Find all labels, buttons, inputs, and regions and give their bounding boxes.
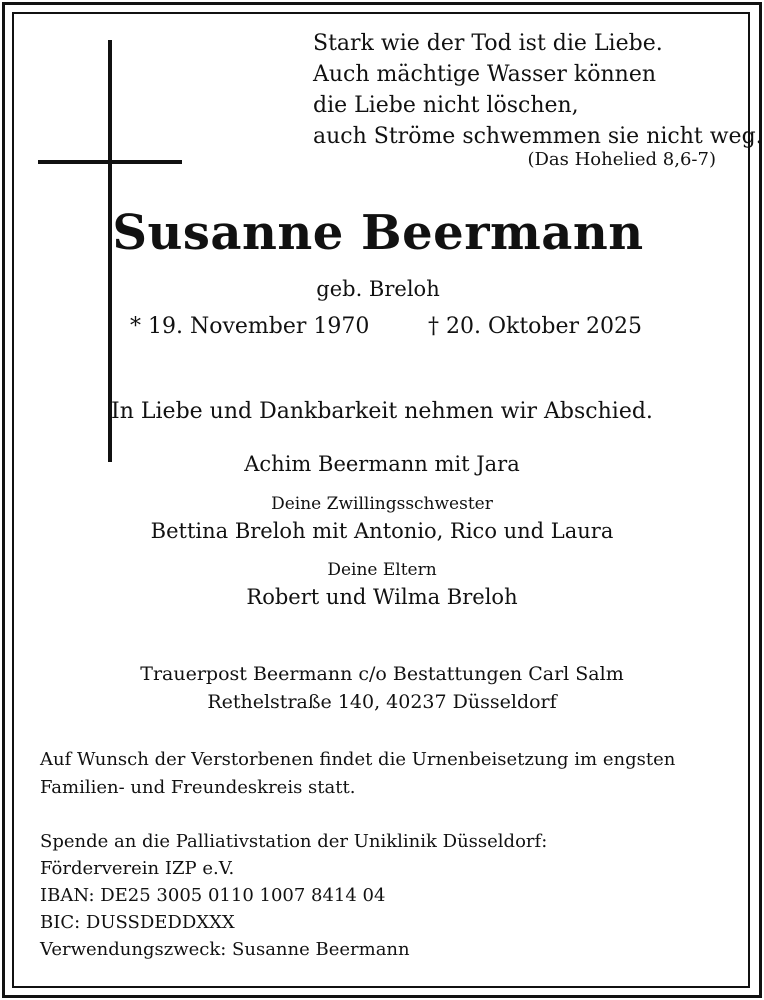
bible-verse bbox=[313, 28, 763, 152]
mourning-address bbox=[0, 660, 764, 716]
cross-horizontal-bar bbox=[38, 160, 182, 164]
death-date: † 20. Oktober 2025 bbox=[428, 314, 643, 339]
address-line: Rethelstraße 140, 40237 Düsseldorf bbox=[207, 691, 557, 713]
notice-line: Auf Wunsch der Verstorbenen findet die Urnenbeisetzung im engsten bbox=[40, 749, 676, 770]
donation-intro: Spende an die Palliativstation der Uniklinik Düsseldorf: bbox=[40, 831, 548, 852]
verse-source: (Das Hohelied 8,6-7) bbox=[527, 149, 716, 170]
maiden-name: geb. Breloh bbox=[316, 277, 440, 301]
donation-reference: Verwendungszweck: Susanne Beermann bbox=[40, 939, 410, 960]
farewell-text: In Liebe und Dankbarkeit nehmen wir Abschied. bbox=[111, 399, 653, 424]
address-line: Trauerpost Beermann c/o Bestattungen Carl Salm bbox=[140, 663, 624, 685]
verse-line: Auch mächtige Wasser können bbox=[313, 62, 657, 87]
verse-line: die Liebe nicht löschen, bbox=[313, 93, 579, 118]
burial-notice bbox=[40, 746, 675, 802]
deceased-name: Susanne Beermann bbox=[112, 205, 644, 261]
mourner-names: Robert und Wilma Breloh bbox=[246, 585, 518, 609]
notice-line: Familien- und Freundeskreis statt. bbox=[40, 777, 356, 798]
mourner-names: Bettina Breloh mit Antonio, Rico und Laura bbox=[150, 519, 614, 543]
mourner-relation: Deine Eltern bbox=[327, 560, 437, 580]
verse-line: Stark wie der Tod ist die Liebe. bbox=[313, 31, 663, 56]
verse-line: auch Ströme schwemmen sie nicht weg. bbox=[313, 124, 763, 149]
donation-recipient: Förderverein IZP e.V. bbox=[40, 858, 235, 879]
donation-bic: BIC: DUSSDEDDXXX bbox=[40, 912, 235, 933]
mourner-names: Achim Beermann mit Jara bbox=[244, 452, 520, 476]
birth-date: * 19. November 1970 bbox=[130, 314, 370, 339]
donation-info bbox=[40, 828, 547, 963]
donation-iban: IBAN: DE25 3005 0110 1007 8414 04 bbox=[40, 885, 386, 906]
mourner-relation: Deine Zwillingsschwester bbox=[271, 494, 493, 514]
